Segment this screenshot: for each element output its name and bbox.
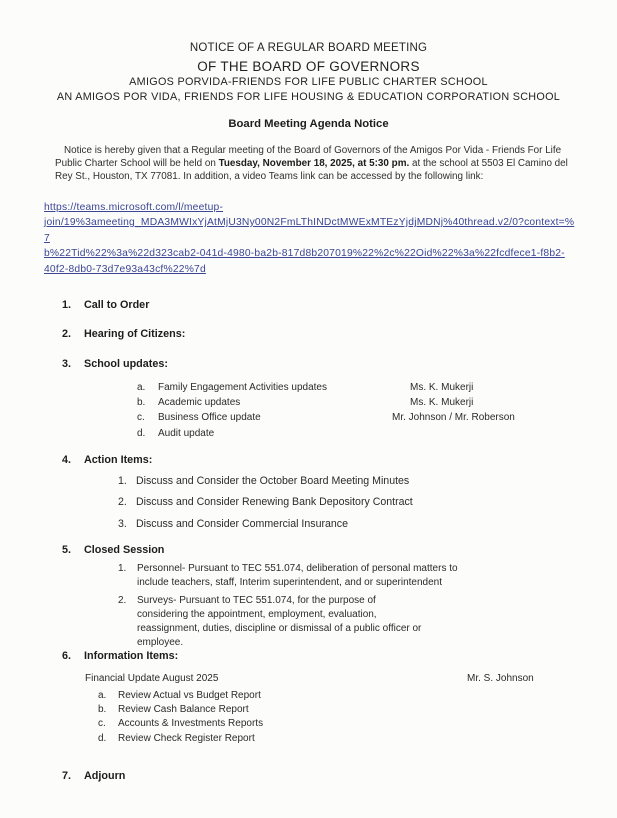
- list-item: [137, 410, 617, 425]
- list-text: Discuss and Consider Renewing Bank Depository Contract: [136, 496, 413, 509]
- presenter-name: Ms. K. Mukerji: [410, 397, 474, 409]
- teams-link-line-2: join/19%3ameeting_MDA3MWIxYjAtMjU3Ny00N2FmLThINDctMWExMTEzYjdjMDNj%40thread.v2/0?context=%7: [44, 217, 575, 244]
- list-item: [137, 380, 617, 395]
- school-updates-list: [137, 380, 617, 441]
- item-title: Hearing of Citizens:: [84, 328, 186, 340]
- list-marker: a.: [98, 689, 107, 701]
- presenter-name: Ms. K. Mukerji: [410, 382, 474, 393]
- item-number: 6.: [62, 649, 72, 662]
- list-text: Accounts & Investments Reports: [118, 718, 264, 730]
- list-text: Family Engagement Activities updates: [158, 382, 327, 393]
- list-item: [98, 732, 617, 746]
- item-number: 5.: [62, 543, 72, 556]
- action-items-list: [118, 475, 617, 530]
- item-title: Call to Order: [84, 299, 150, 311]
- list-marker: c.: [98, 718, 106, 730]
- list-item: [98, 703, 617, 717]
- list-item: [118, 475, 617, 487]
- list-marker: b.: [137, 397, 146, 409]
- list-marker: 2.: [118, 595, 127, 607]
- financial-update-row: [85, 672, 617, 685]
- list-marker: 1.: [118, 562, 127, 574]
- information-items-list: [98, 689, 617, 747]
- presenter-name: Mr. S. Johnson: [467, 672, 534, 684]
- item-number: 4.: [62, 453, 72, 466]
- closed-session-list: [118, 562, 617, 650]
- list-item: [98, 717, 617, 731]
- agenda-item-information-items: [62, 650, 617, 663]
- list-text: Audit update: [158, 427, 215, 439]
- meeting-notice-paragraph: [55, 144, 569, 183]
- notice-text-pre: Notice is hereby given that a Regular meeting of the Board of Governors of the Amigos Por Vida - Friends For Life Public Charter School will be held on: [55, 144, 562, 169]
- item-number: 2.: [62, 328, 72, 340]
- list-marker: c.: [137, 412, 145, 424]
- header-line-2: OF THE BOARD OF GOVERNORS: [197, 59, 420, 74]
- list-marker: d.: [137, 427, 146, 439]
- item-number: 7.: [62, 770, 72, 783]
- teams-link-line-1: https://teams.microsoft.com/l/meetup-: [44, 201, 224, 213]
- item-title: Information Items:: [84, 649, 179, 662]
- list-text: Business Office update: [158, 412, 261, 424]
- agenda-item-call-to-order: [62, 299, 617, 312]
- item-number: 3.: [62, 358, 72, 370]
- list-text: Discuss and Consider the October Board Meeting Minutes: [136, 474, 410, 487]
- agenda-item-closed-session: [62, 544, 617, 557]
- list-text: Academic updates: [158, 397, 241, 409]
- agenda-item-hearing-of-citizens: [62, 328, 617, 341]
- list-item: [118, 518, 617, 530]
- list-item: [137, 426, 617, 441]
- list-marker: 2.: [118, 496, 127, 509]
- header-line-1: NOTICE OF A REGULAR BOARD MEETING: [189, 42, 428, 54]
- list-item: [137, 395, 617, 410]
- item-title: Action Items:: [84, 453, 153, 466]
- list-marker: b.: [98, 704, 107, 715]
- notice-text-post: at the school at 5503 El Camino del Rey St., Houston, TX 77081. In addition, a video Teams link can be accessed by the following link:: [55, 157, 568, 182]
- agenda-item-school-updates: [62, 358, 617, 371]
- list-marker: 1.: [118, 474, 127, 487]
- item-number: 1.: [62, 299, 72, 311]
- financial-update-label: Financial Update August 2025: [85, 672, 219, 684]
- item-title: Closed Session: [84, 543, 165, 556]
- presenter-name: Mr. Johnson / Mr. Roberson: [392, 412, 515, 424]
- teams-link-line-3: b%22Tid%22%3a%22d323cab2-041d-4980-ba2b-817d8b207019%22%2c%22Oid%22%3a%22fcdfece1-f8b2-: [44, 248, 565, 259]
- list-marker: a.: [137, 382, 146, 393]
- teams-link-line-4: 40f2-8db0-73d7e93a43cf%22%7d: [44, 263, 206, 275]
- item-title: School updates:: [84, 358, 168, 370]
- list-text: Review Check Register Report: [118, 732, 255, 744]
- agenda-item-action-items: [62, 454, 617, 467]
- document-header: [0, 42, 617, 103]
- agenda-item-adjourn: [62, 770, 617, 783]
- list-item: [118, 562, 617, 590]
- teams-meeting-link[interactable]: [44, 200, 579, 278]
- list-text: Review Actual vs Budget Report: [118, 689, 261, 701]
- list-marker: 3.: [118, 517, 127, 530]
- list-item: [98, 689, 617, 703]
- agenda-subtitle: Board Meeting Agenda Notice: [228, 117, 389, 130]
- header-line-4: AN AMIGOS POR VIDA, FRIENDS FOR LIFE HOUSING & EDUCATION CORPORATION SCHOOL: [56, 90, 561, 103]
- list-text: Personnel- Pursuant to TEC 551.074, deliberation of personal matters to include teachers, staff, Interim superintendent, and or superintendent: [137, 562, 458, 588]
- list-text: Review Cash Balance Report: [118, 704, 249, 715]
- header-line-3: AMIGOS PORVIDA-FRIENDS FOR LIFE PUBLIC CHARTER SCHOOL: [129, 76, 488, 88]
- item-title: Adjourn: [84, 770, 126, 783]
- notice-date-bold: Tuesday, November 18, 2025, at 5:30 pm.: [218, 157, 410, 169]
- list-item: [118, 594, 617, 649]
- list-marker: d.: [98, 732, 107, 744]
- list-text: Surveys- Pursuant to TEC 551.074, for the purpose of considering the appointment, employment, evaluation, reassignment, duties, discipline or dismissal of a public officer or employee.: [137, 595, 422, 648]
- list-item: [118, 496, 617, 508]
- list-text: Discuss and Consider Commercial Insurance: [136, 517, 348, 530]
